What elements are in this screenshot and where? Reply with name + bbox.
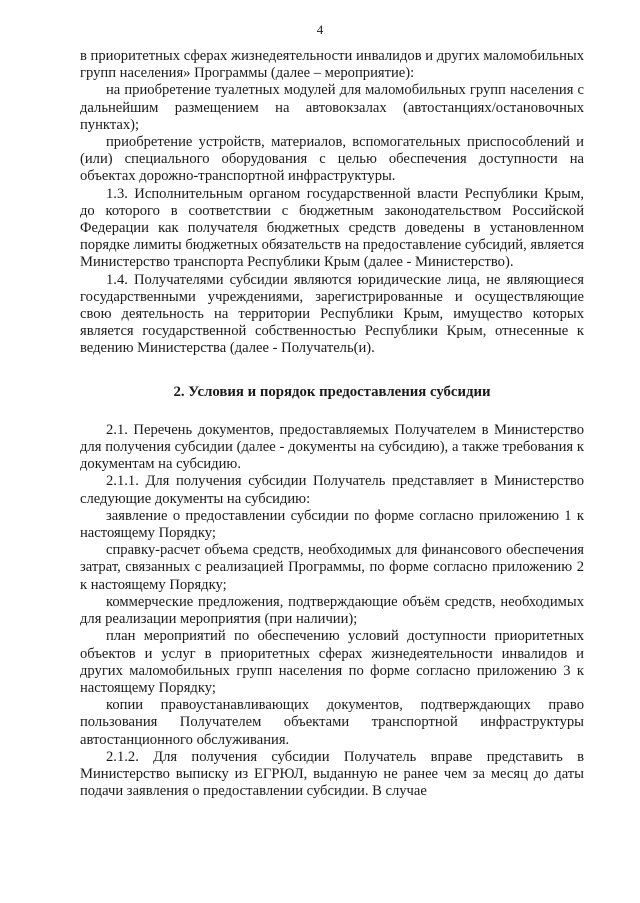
paragraph-devices-purchase: приобретение устройств, материалов, вспомогательных приспособлений и (или) специального оборудования с целью обеспечения доступности на объектах дорожно-транспортной инфраструктуры. — [80, 134, 584, 185]
list-item-calculation: справку-расчет объема средств, необходимых для финансового обеспечения затрат, связанных с реализацией Программы, по форме согласно приложению 2 к настоящему Порядку; — [80, 542, 584, 593]
paragraph-toilet-modules: на приобретение туалетных модулей для маломобильных групп населения с дальнейшим размещением на автовокзалах (автостанциях/остановочных пунктах); — [80, 82, 584, 133]
list-item-application: заявление о предоставлении субсидии по форме согласно приложению 1 к настоящему Порядку; — [80, 507, 584, 542]
paragraph-2-1-1: 2.1.1. Для получения субсидии Получатель представляет в Министерство следующие документы на субсидию: — [80, 473, 584, 507]
list-item-action-plan: план мероприятий по обеспечению условий доступности приоритетных объектов и услуг в приоритетных сферах жизнедеятельности инвалидов и других маломобильных групп населения по форме согласно приложению 3 к настоящему Порядку; — [80, 628, 584, 696]
section-heading: 2. Условия и порядок предоставления субсидии — [173, 383, 491, 400]
list-item-commercial-offers: коммерческие предложения, подтверждающие объём средств, необходимых для реализации мероприятия (при наличии); — [80, 593, 584, 628]
page-number: 4 — [316, 22, 324, 37]
document-body — [80, 48, 584, 800]
paragraph-1-4: 1.4. Получателями субсидии являются юридические лица, не являющиеся государственными учреждениями, зарегистрированные и осуществляющие свою деятельность на территории Республики Крым, имущество которых является государственной собственностью Республики Крым, отнесенные к ведению Министерства (далее - Получатель(и). — [80, 271, 584, 357]
paragraph-1-3: 1.3. Исполнительным органом государственной власти Республики Крым, до которого в соответствии с бюджетным законодательством Российской Федерации как получателя бюджетных средств доведены в установленном порядке лимиты бюджетных обязательств на предоставление субсидий, является Министерство транспорта Республики Крым (далее - Министерство). — [80, 185, 585, 271]
paragraph-2-1-2: 2.1.2. Для получения субсидии Получатель вправе представить в Министерство выписку из ЕГРЮЛ, выданную не ранее чем за месяц до даты подачи заявления о предоставлении субсидии. В случае — [80, 748, 584, 800]
paragraph-continuation: в приоритетных сферах жизнедеятельности инвалидов и других маломобильных групп населения» Программы (далее – мероприятие): — [80, 48, 584, 82]
list-item-title-documents: копии правоустанавливающих документов, подтверждающих право пользования Получателем объектами транспортной инфраструктуры автостанционного обслуживания. — [80, 697, 584, 748]
paragraph-2-1: 2.1. Перечень документов, предоставляемых Получателем в Министерство для получения субсидии (далее - документы на субсидию), а также требования к документам на субсидию. — [80, 421, 584, 473]
